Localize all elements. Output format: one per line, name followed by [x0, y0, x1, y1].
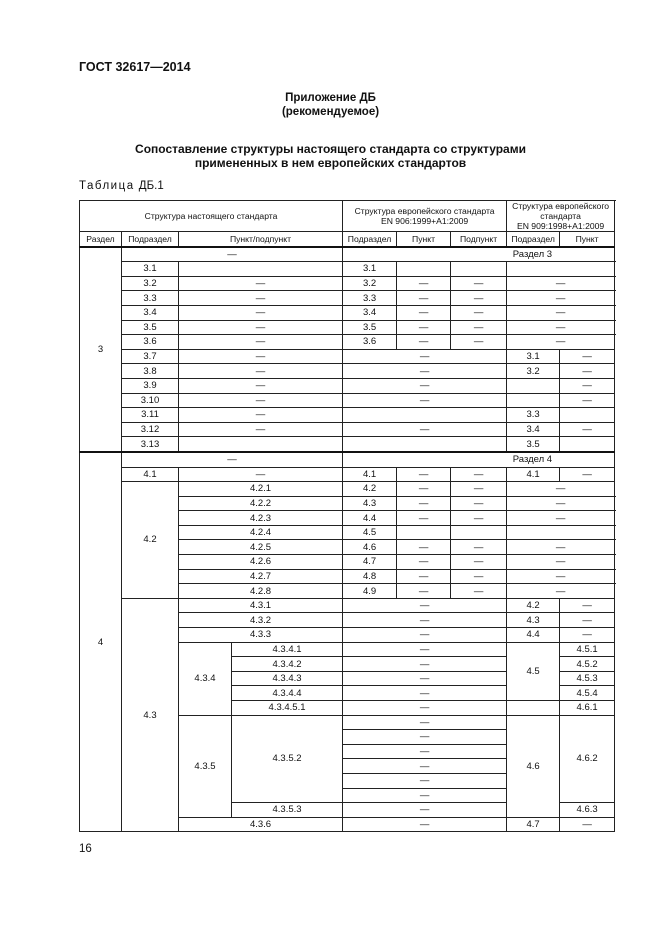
table-cell: — [397, 291, 451, 306]
table-cell [507, 393, 560, 408]
table-cell: — [343, 773, 507, 788]
table-cell [397, 262, 451, 277]
table-cell: — [343, 378, 507, 393]
table-cell: — [397, 482, 451, 497]
table-cell: 4.7 [343, 555, 397, 570]
table-cell [179, 437, 343, 452]
subsection-cell: 3.1 [122, 262, 179, 277]
table-cell: — [179, 422, 343, 437]
table-cell: — [343, 788, 507, 803]
table-cell: — [451, 482, 507, 497]
table-cell: — [560, 378, 615, 393]
subsection-cell: 3.2 [122, 276, 179, 291]
table-cell: — [560, 422, 615, 437]
table-cell: — [451, 276, 507, 291]
page-title-line-2: примененных в нем европейских стандартов [194, 156, 467, 170]
table-cell: 3.2 [343, 276, 397, 291]
table-row [80, 393, 615, 408]
table-row [80, 452, 615, 467]
header-line: EN 906:1999+A1:2009 [380, 216, 469, 226]
table-cell: 3.3 [507, 408, 560, 423]
table-cell: 4.2 [507, 598, 560, 613]
table-cell: 4.6 [343, 540, 397, 555]
table-cell [343, 437, 507, 452]
table-cell: — [560, 393, 615, 408]
header-en906-podpunkt: Подпункт [451, 232, 507, 247]
subsection-cell: 3.9 [122, 378, 179, 393]
table-cell: — [451, 320, 507, 335]
table-cell: — [397, 511, 451, 526]
table-cell: — [560, 817, 615, 832]
table-cell: 4.6.1 [560, 701, 615, 716]
table-cell: — [397, 584, 451, 599]
table-cell: — [343, 671, 507, 686]
table-row [80, 467, 615, 482]
table-cell: 4.6.3 [560, 803, 615, 818]
header-podrazdel: Подраздел [122, 232, 179, 247]
table-cell: — [179, 467, 343, 482]
table-row [80, 262, 615, 277]
table-cell: 3.2 [507, 364, 560, 379]
table-label-word: Таблица [79, 180, 135, 192]
punkt-cell: 4.3.1 [179, 598, 343, 613]
table-cell: — [122, 452, 343, 467]
table-row [80, 422, 615, 437]
header-razdel: Раздел [80, 232, 122, 247]
header-line: Структура европейского стандарта [512, 201, 610, 221]
table-cell: — [560, 628, 615, 643]
table-cell: — [179, 364, 343, 379]
table-cell: — [507, 291, 615, 306]
table-cell: — [451, 555, 507, 570]
table-cell: — [507, 511, 615, 526]
table-row [80, 437, 615, 452]
table-cell [179, 262, 343, 277]
section-3-cell: 3 [80, 247, 122, 452]
table-cell: 4.5.1 [560, 642, 615, 657]
table-cell: 3.5 [507, 437, 560, 452]
table-cell: — [343, 613, 507, 628]
table-row [80, 247, 615, 262]
table-cell [560, 408, 615, 423]
table-label-number: ДБ.1 [138, 180, 164, 192]
table-cell: 4.1 [343, 467, 397, 482]
table-cell: 3.3 [343, 291, 397, 306]
table-cell: — [343, 598, 507, 613]
table-cell: 4.2 [343, 482, 397, 497]
header-line: Структура европейского стандарта [354, 206, 495, 216]
subsection-4-2-cell: 4.2 [122, 482, 179, 599]
punkt-cell: 4.2.7 [179, 569, 343, 584]
subsection-cell: 4.1 [122, 467, 179, 482]
page-title-line-1: Сопоставление структуры настоящего стандарта со структурами [135, 142, 526, 156]
table-cell: 3.4 [343, 305, 397, 320]
subsection-cell: 3.4 [122, 305, 179, 320]
table-cell: — [397, 496, 451, 511]
table-row [80, 378, 615, 393]
table-cell: — [343, 715, 507, 730]
table-cell: — [343, 393, 507, 408]
section-4-caption: Раздел 4 [343, 452, 615, 467]
table-cell: — [179, 378, 343, 393]
header-en906 [343, 201, 507, 232]
table-row [80, 598, 615, 613]
table-cell: — [507, 335, 615, 350]
table-cell: — [343, 803, 507, 818]
podpunkt-cell: 4.3.4.3 [232, 671, 343, 686]
table-cell: — [451, 467, 507, 482]
header-en906-podrazdel: Подраздел [343, 232, 397, 247]
table-cell: — [451, 335, 507, 350]
table-cell: 4.9 [343, 584, 397, 599]
table-cell: — [507, 540, 615, 555]
table-cell [507, 378, 560, 393]
table-cell: 3.5 [343, 320, 397, 335]
table-cell: 4.6.2 [560, 715, 615, 803]
table-cell [507, 525, 615, 540]
subsection-cell: 3.6 [122, 335, 179, 350]
table-cell: — [343, 730, 507, 745]
table-cell: — [507, 584, 615, 599]
table-row [80, 276, 615, 291]
table-row [80, 364, 615, 379]
subsection-cell: 3.11 [122, 408, 179, 423]
punkt-cell: 4.2.4 [179, 525, 343, 540]
table-cell: — [560, 364, 615, 379]
table-cell: 4.5 [507, 642, 560, 700]
table-cell: — [451, 569, 507, 584]
table-row [80, 408, 615, 423]
table-cell: — [507, 305, 615, 320]
subsection-cell: 3.3 [122, 291, 179, 306]
podpunkt-cell: 4.3.4.4 [232, 686, 343, 701]
table-cell: — [179, 305, 343, 320]
table-cell: — [343, 686, 507, 701]
table-cell: 4.3 [507, 613, 560, 628]
table-row [80, 335, 615, 350]
table-cell: — [343, 642, 507, 657]
table-cell: — [397, 540, 451, 555]
table-row [80, 320, 615, 335]
table-cell: — [343, 364, 507, 379]
table-cell: 3.1 [507, 349, 560, 364]
punkt-cell: 4.2.5 [179, 540, 343, 555]
appendix-subtitle: (рекомендуемое) [281, 106, 380, 118]
table-cell: — [343, 701, 507, 716]
punkt-4-3-4-cell: 4.3.4 [179, 642, 232, 715]
subsection-cell: 3.13 [122, 437, 179, 452]
table-row [80, 232, 615, 247]
table-cell [507, 701, 560, 716]
table-cell [343, 408, 507, 423]
table-cell: 4.5.3 [560, 671, 615, 686]
section-3-caption: Раздел 3 [343, 247, 615, 262]
table-cell: — [179, 335, 343, 350]
table-row [80, 291, 615, 306]
table-cell: — [560, 349, 615, 364]
table-cell: — [507, 555, 615, 570]
table-cell: 4.8 [343, 569, 397, 584]
podpunkt-cell: 4.3.4.5.1 [232, 701, 343, 716]
table-cell: — [397, 320, 451, 335]
punkt-4-3-5-cell: 4.3.5 [179, 715, 232, 817]
table-cell: — [343, 744, 507, 759]
table-cell: — [397, 276, 451, 291]
table-cell: — [179, 276, 343, 291]
table-row [80, 349, 615, 364]
table-row [80, 482, 615, 497]
table-cell: — [507, 569, 615, 584]
table-cell: — [179, 291, 343, 306]
table-cell: 4.3 [343, 496, 397, 511]
table-cell: — [451, 511, 507, 526]
punkt-cell: 4.3.2 [179, 613, 343, 628]
table-cell [397, 525, 451, 540]
subsection-4-3-cell: 4.3 [122, 598, 179, 832]
header-punkt-podpunkt: Пункт/подпункт [179, 232, 343, 247]
table-cell: 4.7 [507, 817, 560, 832]
table-cell: — [451, 291, 507, 306]
table-row [80, 305, 615, 320]
table-cell: — [343, 657, 507, 672]
table-cell [507, 262, 615, 277]
table-cell: — [397, 555, 451, 570]
table-cell: — [451, 540, 507, 555]
table-cell: — [397, 467, 451, 482]
table-label [79, 180, 164, 192]
table-cell: 3.1 [343, 262, 397, 277]
table-cell: — [560, 613, 615, 628]
header-this-standard: Структура настоящего стандарта [80, 201, 343, 232]
table-row [80, 201, 615, 232]
table-cell: — [560, 598, 615, 613]
punkt-cell: 4.2.3 [179, 511, 343, 526]
appendix-title: Приложение ДБ [285, 92, 376, 104]
document-header: ГОСТ 32617—2014 [79, 60, 191, 74]
subsection-cell: 3.10 [122, 393, 179, 408]
table-cell: — [451, 496, 507, 511]
punkt-cell: 4.3.3 [179, 628, 343, 643]
table-cell: 3.6 [343, 335, 397, 350]
table-cell: — [343, 349, 507, 364]
table-cell [451, 525, 507, 540]
subsection-cell: 3.8 [122, 364, 179, 379]
table-cell: — [507, 496, 615, 511]
table-cell: — [507, 482, 615, 497]
podpunkt-cell: 4.3.5.3 [232, 803, 343, 818]
podpunkt-cell: 4.3.4.1 [232, 642, 343, 657]
table-cell: — [343, 817, 507, 832]
table-cell: 4.5.2 [560, 657, 615, 672]
podpunkt-cell: 4.3.4.2 [232, 657, 343, 672]
subsection-cell: 3.12 [122, 422, 179, 437]
table-cell: — [343, 759, 507, 774]
table-cell: — [560, 467, 615, 482]
header-en909 [507, 201, 615, 232]
table-cell: — [507, 320, 615, 335]
podpunkt-4-3-5-2-cell: 4.3.5.2 [232, 715, 343, 803]
punkt-cell: 4.3.6 [179, 817, 343, 832]
table-cell: 4.5 [343, 525, 397, 540]
table-cell: — [451, 305, 507, 320]
punkt-cell: 4.2.6 [179, 555, 343, 570]
section-4-cell: 4 [80, 452, 122, 832]
table-cell: — [343, 628, 507, 643]
punkt-cell: 4.2.2 [179, 496, 343, 511]
table-cell: 4.4 [343, 511, 397, 526]
table-cell: — [179, 408, 343, 423]
table-cell: — [451, 584, 507, 599]
table-cell: — [397, 569, 451, 584]
table-cell: 3.4 [507, 422, 560, 437]
subsection-cell: 3.5 [122, 320, 179, 335]
table-cell: — [179, 320, 343, 335]
table-cell: 4.6 [507, 715, 560, 817]
punkt-cell: 4.2.8 [179, 584, 343, 599]
header-en909-podrazdel: Подраздел [507, 232, 560, 247]
page-number: 16 [79, 843, 92, 855]
table-cell: 4.5.4 [560, 686, 615, 701]
table-cell: — [343, 422, 507, 437]
header-en906-punkt: Пункт [397, 232, 451, 247]
punkt-cell: 4.2.1 [179, 482, 343, 497]
table-cell [451, 262, 507, 277]
table-cell: — [122, 247, 343, 262]
comparison-table [79, 200, 615, 832]
table-cell: — [507, 276, 615, 291]
table-cell [560, 437, 615, 452]
table-cell: — [397, 335, 451, 350]
table-cell: — [179, 349, 343, 364]
table-cell: 4.1 [507, 467, 560, 482]
table-cell: — [179, 393, 343, 408]
header-en909-punkt: Пункт [560, 232, 615, 247]
header-line: EN 909:1998+A1:2009 [516, 221, 605, 231]
table-cell: — [397, 305, 451, 320]
table-cell: 4.4 [507, 628, 560, 643]
subsection-cell: 3.7 [122, 349, 179, 364]
